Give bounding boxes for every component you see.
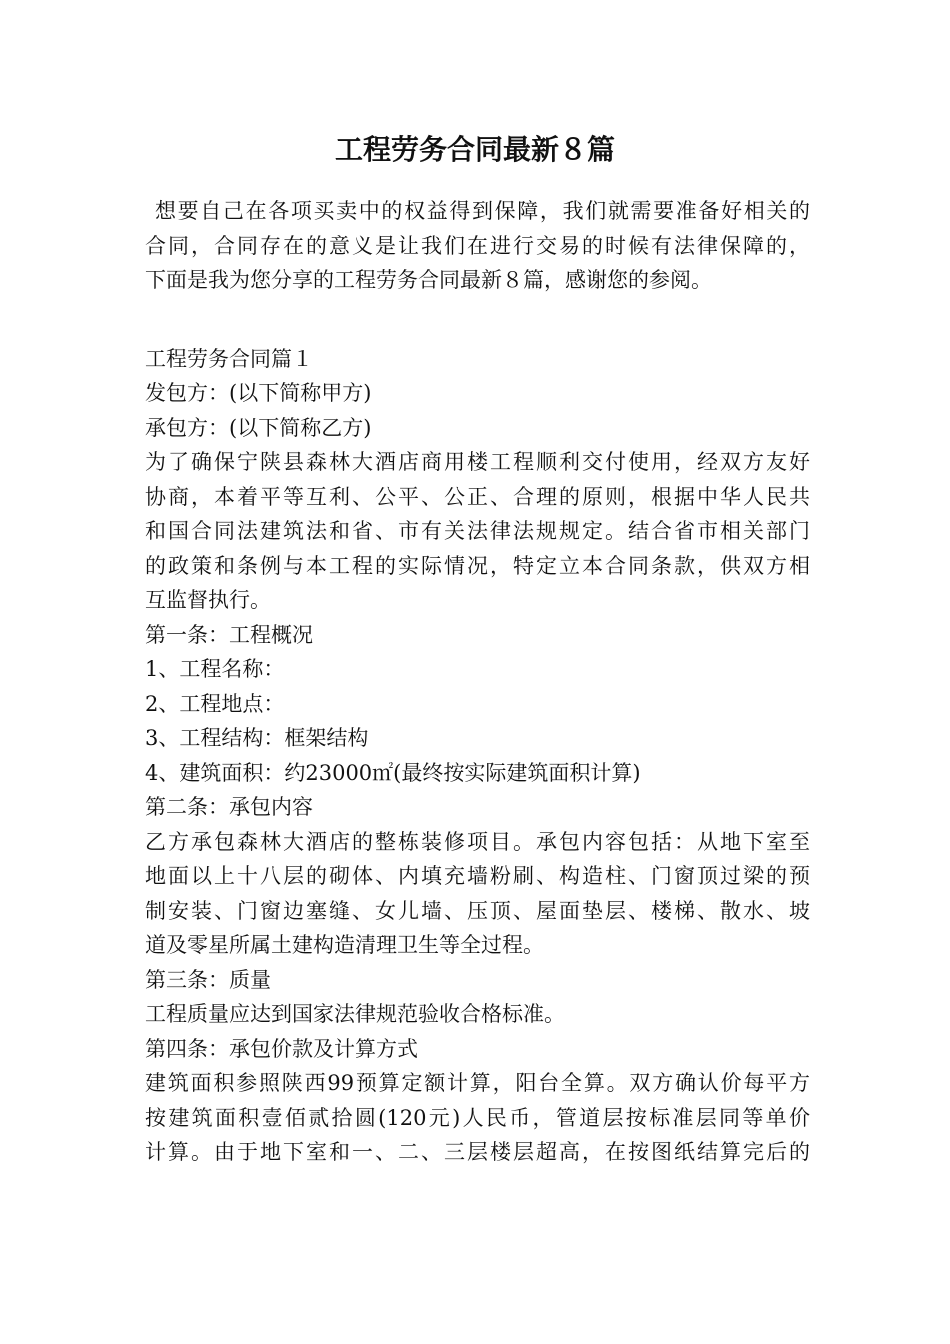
text-line: 3、工程结构：框架结构 [145, 726, 369, 750]
text-line: 互监督执行。 [145, 588, 271, 612]
text-line: 为了确保宁陕县森林大酒店商用楼工程顺利交付使用，经双方友好 [145, 450, 810, 474]
text-line: 计算。由于地下室和一、二、三层楼层超高，在按图纸结算完后的 [145, 1140, 810, 1164]
clause-heading: 第一条：工程概况 [145, 622, 313, 647]
text-line: 地面以上十八层的砌体、内填充墙粉刷、构造柱、门窗顶过梁的预 [145, 864, 810, 888]
text-line: 乙方承包森林大酒店的整栋装修项目。承包内容包括：从地下室至 [145, 829, 810, 854]
intro-line: 合同，合同存在的意义是让我们在进行交易的时候有法律保障的， [145, 233, 810, 258]
text-line: 4、建筑面积：约23000㎡(最终按实际建筑面积计算) [145, 760, 641, 785]
text-line: 按建筑面积壹佰贰拾圆(120元)人民币，管道层按标准层同等单价 [145, 1105, 810, 1130]
text-line: 1、工程名称： [145, 657, 285, 681]
clause-heading: 第二条：承包内容 [145, 795, 313, 819]
paragraph-gap [145, 298, 810, 342]
document-title: 工程劳务合同最新８篇 [334, 133, 615, 166]
document-body [145, 194, 810, 1170]
text-line: 2、工程地点： [145, 691, 285, 716]
text-line: 发包方：(以下简称甲方) [145, 381, 372, 405]
text-line: 承包方：(以下简称乙方) [145, 415, 372, 440]
clause-heading: 第四条：承包价款及计算方式 [145, 1036, 418, 1061]
text-line: 的政策和条例与本工程的实际情况，特定立本合同条款，供双方相 [145, 553, 810, 578]
text-line: 制安装、门窗边塞缝、女儿墙、压顶、屋面垫层、楼梯、散水、坡 [145, 898, 810, 923]
text-line: 工程质量应达到国家法律规范验收合格标准。 [145, 1002, 565, 1026]
text-line: 建筑面积参照陕西99预算定额计算，阳台全算。双方确认价每平方 [145, 1071, 810, 1095]
text-line: 协商，本着平等互利、公平、公正、合理的原则，根据中华人民共 [145, 484, 810, 509]
clause-heading: 第三条：质量 [145, 967, 271, 992]
text-line: 道及零星所属土建构造清理卫生等全过程。 [145, 933, 544, 957]
section-heading: 工程劳务合同篇１ [145, 346, 313, 371]
intro-line: 下面是我为您分享的工程劳务合同最新８篇，感谢您的参阅。 [145, 268, 712, 292]
intro-line: 想要自己在各项买卖中的权益得到保障，我们就需要准备好相关的 [155, 199, 810, 223]
text-line: 和国合同法建筑法和省、市有关法律法规规定。结合省市相关部门 [145, 519, 810, 543]
